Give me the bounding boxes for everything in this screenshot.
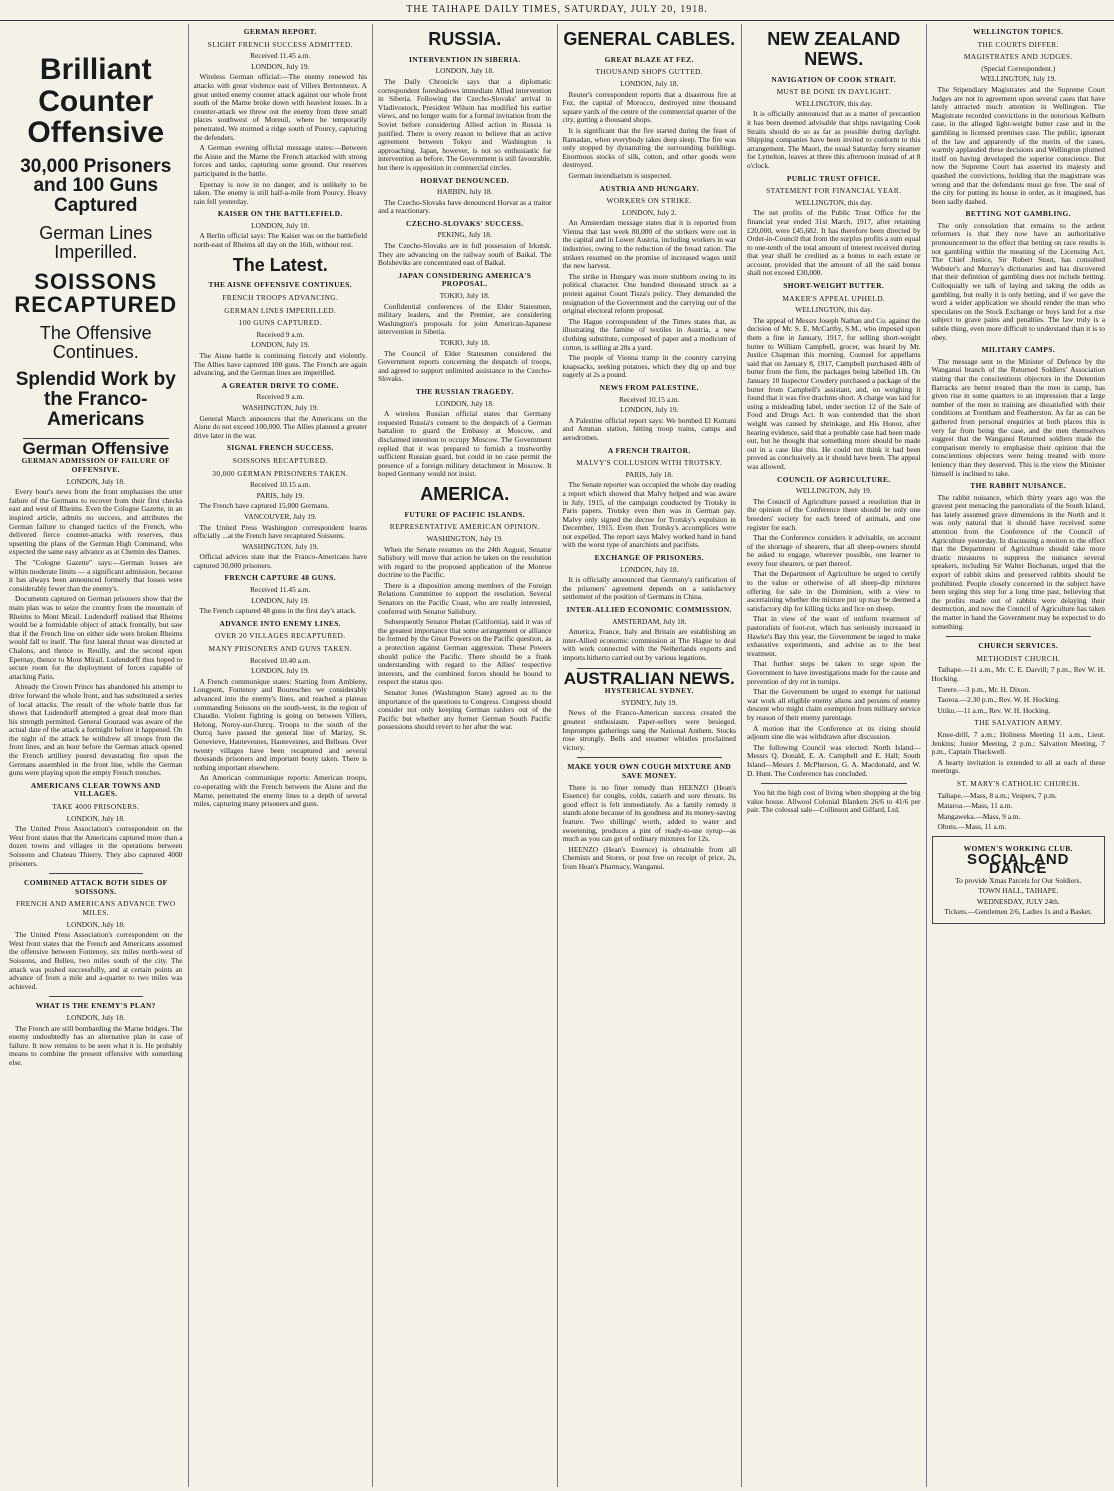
received-time: Received 10.15 a.m.	[249, 480, 311, 490]
column-3	[373, 24, 558, 1487]
dateline: LONDON, July 19.	[620, 405, 679, 415]
dateline: PEKING, July 18.	[437, 230, 492, 240]
headline-lines: German Lines Imperilled.	[39, 223, 153, 263]
dateline: LONDON, July 19.	[251, 340, 310, 350]
paragraph: The Czecho-Slovaks have denounced Horvat as a traitor and a reactionary.	[378, 197, 552, 216]
headline-franco-americans: Splendid Work by the Franco-Americans	[15, 369, 176, 430]
advert-line: Tickets.—Gentlemen 2/6, Ladies 1s and a Basket.	[944, 907, 1093, 917]
paragraph: The Council of Agriculture passed a resolution that in the opinion of the Conference there should be only one breeders' society for each breed of animals, and one register for each.	[747, 496, 921, 532]
subheading: FUTURE OF PACIFIC ISLANDS.	[404, 509, 525, 519]
subheading: GERMAN ADMISSION OF FAILURE OF OFFENSIVE.	[21, 456, 170, 475]
paragraph: A German evening official message states:—Between the Aisne and the Marne the French attacked with strong forces and tanks, capturing some ground. Our reserves participated in the battle.	[193, 143, 367, 178]
section-title: German Offensive	[22, 438, 169, 458]
paragraph: Taoroa.—2.30 p.m., Rev. W. H. Hocking.	[937, 695, 1061, 705]
dateline: LONDON, July 18.	[66, 1012, 125, 1022]
advert-heading: MAKE YOUR OWN COUGH MIXTURE AND SAVE MONEY.	[567, 762, 732, 780]
subheading: METHODIST CHURCH.	[976, 653, 1061, 663]
paragraph: The French captured 48 guns in the first day's attack.	[199, 606, 356, 616]
paragraph: News of the Franco-American success created the greatest enthusiasm. Paper-sellers were besieged. Impromptu gatherings sang the National Anthem. Stocks rose strongly. Bells and steamer whistles proclaimed victory.	[562, 708, 736, 752]
paragraph: Taihape.—Mass, 8 a.m.; Vespers, 7 p.m.	[937, 790, 1057, 800]
section-title: AUSTRALIAN NEWS.	[563, 668, 735, 688]
subheading: BETTING NOT GAMBLING.	[965, 209, 1071, 219]
subheading: COUNCIL OF AGRICULTURE.	[776, 474, 891, 484]
subheading: ST. MARY'S CATHOLIC CHURCH.	[956, 778, 1080, 788]
paragraph: Ohutu.—Mass, 11 a.m.	[937, 822, 1007, 832]
subheading: STATEMENT FOR FINANCIAL YEAR.	[766, 186, 902, 196]
paragraph: It is officially announced that Germany's ratification of the prisoners' agreement depends on a satisfactory settlement of the position of Germans in China.	[562, 575, 736, 602]
paragraph: Documents captured on German prisoners show that the main plan was to seize the country from the mountain of Rheims to Mont Mirail. Ludendorff realised that Rheims would be a formidable object of attack frontally, but saw that if the French line on either side were broken Rheims would fall to itself. The first lateral thrust was directed at Chalons, and thence to Reuilly, and the second upon Epernay, thence to Mont Mirail. Ludendorff thus hoped to secure room for the deployment of forces capable of attacking Paris.	[9, 594, 183, 681]
headline-continues: The Offensive Continues.	[39, 323, 152, 363]
dateline: LONDON, July 18.	[251, 220, 310, 230]
paragraph: That in view of the want of uniform treatment of pastoralists of foot-rot, which has seriously increased in Hawke's Bay this year, the Government be urged to make exhaustive experiments, and advise as to the best treatment.	[747, 614, 921, 658]
paragraph: There is a disposition among members of the Foreign Relations Committee to support the resolution. Several Senators on the Pacific Coast, who are really interested, conferred with Senator Salisbury.	[378, 580, 552, 616]
masthead: THE TAIHAPE DAILY TIMES, SATURDAY, JULY 20, 1918.	[0, 0, 1114, 21]
paragraph: It is significant that the fire started during the feast of Ramadan, when everybody takes deep sleep. The fire was only stopped by dynamiting the surrounding buildings. Enormous stocks of silk, cotton, and other goods were destroyed.	[562, 125, 736, 170]
paragraph: The net profits of the Public Trust Office for the financial year ended 31st March, 1917, after retaining £20,000, were £45,682. It has therefore been directed by Order-in-Council that from the surplus profits a sum equal to one-tenth of the total amount of interest received during that year shall be credited as a bonus to each estate or account, provided that the amount of all the said bonus shall not exceed £30,000.	[747, 208, 921, 278]
subheading: REPRESENTATIVE AMERICAN OPINION.	[389, 522, 540, 532]
subheading: EXCHANGE OF PRISONERS.	[594, 553, 704, 563]
advert-headline: SOCIAL AND DANCE	[966, 851, 1070, 878]
subheading: MILITARY CAMPS.	[981, 345, 1055, 355]
advert-line: TOWN HALL, TAIHAPE.	[978, 886, 1059, 896]
paragraph: Already the Crown Prince has abandoned his attempt to drive forward the whole front, and has substituted a series of local attacks. The result of the whole battle thus far shows that Ludendorff attempted a great deal more than his strength permitted. General Gouraud was aware of the actual date of the attack a fortnight before it happened. On the night of the attack he withdrew all troops from the front lines, and an hour before the German attack opened the French artillery poured devastating fire upon the Germans assembled in the front line, while the German guns were playing upon the empty French trenches.	[9, 682, 183, 778]
dateline: LONDON, July 18.	[620, 78, 679, 88]
column-2	[189, 24, 374, 1487]
subheading: NEWS FROM PALESTINE.	[599, 382, 699, 392]
subheading: WORKERS ON STRIKE.	[606, 196, 692, 206]
dateline: LONDON, July 2.	[621, 207, 677, 217]
dateline: WELLINGTON, July 19.	[980, 74, 1057, 84]
dateline: TOKIO, July 18.	[439, 291, 490, 301]
paragraph: German incendiarism is suspected.	[568, 170, 672, 180]
paragraph: Epernay is now in no danger, and is unlikely to be taken. The enemy is still half-a-mile from Pourcy. Heavy rain fell yesterday.	[193, 179, 367, 206]
paragraph: America, France, Italy and Britain are establishing an inter-Allied economic commission at The Hague to deal with work connected with the Netherlands exports and imports hitherto carried out by various legations.	[562, 627, 736, 663]
dateline: WASHINGTON, July 19.	[242, 402, 319, 412]
paragraph: The United Press Association's correspondent on the West front states that the Americans captured more than a dozen towns and villages in the operations between Soissons and Chateau Thierry. They also captured 4000 prisoners.	[9, 824, 183, 868]
subheading: INTERVENTION IN SIBERIA.	[409, 54, 521, 64]
subheading: ADVANCE INTO ENEMY LINES.	[219, 618, 342, 628]
paragraph: Official advices state that the Franco-Americans have captured 30,000 prisoners.	[193, 552, 367, 570]
section-title: NEW ZEALAND NEWS.	[767, 29, 901, 69]
subheading: 30,000 GERMAN PRISONERS TAKEN.	[212, 468, 349, 478]
dateline: LONDON, July 18.	[66, 813, 125, 823]
headline-soissons: SOISSONS RECAPTURED	[14, 269, 178, 318]
paragraph: That the Conference considers it advisable, on account of the shortage of shearers, that all sheep-owners should be asked to engage, wherever possible, one learner to every four shearers, or part thereof.	[747, 533, 921, 568]
subheading: A FRENCH TRAITOR.	[607, 445, 691, 455]
dateline: SYDNEY, July 19.	[621, 697, 678, 707]
paragraph: A motion that the Conference at its rising should adjourn sine die was withdrawn after discussion.	[747, 723, 921, 742]
paragraph: The Daily Chronicle says that a diplomatic correspondent foreshadows immediate Allied intervention in Siberia. Following the Czecho-Slovaks' arrival in Vladivostock, President Wilson has modified his earlier views, and no longer waits for a formal invitation from the Soviet before considering Allied action in Russia is justified. There is every reason to believe that an active agreement between Tokyo and Washington is approaching. Japan, however, is not so enthusiastic for intervention as before. The Government is still favourable, but there is opposition in commercial circles.	[378, 76, 552, 172]
subheading: OVER 20 VILLAGES RECAPTURED.	[214, 631, 346, 641]
section-title: AMERICA.	[420, 483, 510, 504]
subheading: WHAT IS THE ENEMY'S PLAN?	[35, 1001, 156, 1011]
paragraph: The Council of Elder Statesmen considered the Government reports concerning the despatch of troops, and agreed to support unlimited assistance to the Czecho-Slovaks.	[378, 348, 552, 384]
subheading: SLIGHT FRENCH SUCCESS ADMITTED.	[207, 39, 353, 49]
subheading: KAISER ON THE BATTLEFIELD.	[217, 209, 343, 219]
paragraph: The people of Vienna tramp in the country carrying knapsacks, seeking potatoes, which they dig up and buy eagerly at 2s a pound.	[562, 353, 736, 380]
paragraph: The only consolation that remains to the ardent reformers is that they now have an authoritative pronouncement to the effect that betting on race results is not gambling within the meaning of the Licensing Act. The Chief Justice, Sir Robert Stout, has consulted Webster's and Murray's dictionaries and has discovered that their definition of gambling does not include betting. Colloquially we talk of laying and taking the odds as gambling, but really it is only betting, and if we gave the word a wider application we should render the man who speculates on the Stock Exchange or buys land for a rise subject to grave pains and penalties. The law truly is a subtle thing, even more difficult to understand than it is to obey.	[931, 220, 1105, 342]
subheading: SIGNAL FRENCH SUCCESS.	[226, 443, 334, 453]
headline-prisoners: 30,000 Prisoners and 100 Guns Captured	[20, 155, 172, 217]
subheading: SOISSONS RECAPTURED.	[232, 455, 328, 465]
subheading: INTER-ALLIED ECONOMIC COMMISSION.	[566, 605, 732, 615]
paragraph: Confidential conferences of the Elder Statesmen, military leaders, and the Premier, are considering Washington's proposals for joint American-Japanese intervention in Siberia.	[378, 301, 552, 337]
subheading: THE COURTS DIFFER.	[977, 39, 1059, 49]
paragraph: An Amsterdam message states that it is reported from Vienna that last week 80,000 of the strikers were out in the capital and in Lower Austria, including workers in war industries, owing to the reduction of the bread ration. The strikers resumed on the promise of increased wages until the new harvest.	[562, 218, 736, 271]
dateline: WASHINGTON, July 19.	[426, 533, 503, 543]
paragraph: The message sent to the Minister of Defence by the Wanganui branch of the Returned Soldiers' Association stating that the conscientious objectors in the Detention Barracks are better treated than the men in camp, has given rise in some quarters to an impression that a large number of the men in training are dissatisfied with their conditions at Trentham and Featherston. As far as can be gathered from personal enquiries at both places this is very far from being the case, and the men themselves suggest that the Wanganui Returned soldiers made the comparison merely to emphasise their opinion that the conscientious objectors were being treated with more leniency than they deserved. This is the view the Minister himself is inclined to take.	[931, 356, 1105, 478]
paragraph: The French are still bombarding the Marne bridges. The enemy undoubtedly has an alternative plan in case of failure. It now remains to be seen what it is. He probably means to combine the present offensive with something else.	[9, 1023, 183, 1067]
subheading: JAPAN CONSIDERING AMERICA'S PROPOSAL.	[398, 270, 532, 289]
column-1	[4, 24, 189, 1487]
subheading: THOUSAND SHOPS GUTTED.	[595, 67, 704, 77]
paragraph: Wireless German official:—The enemy renewed his attacks with great violence east of Villers Bretonneux. A great united enemy counter attack against our whole front south of the Marne broke down with heaviest losses. In a counter-attack we threw out the enemy from three small places southwest of Moreuil, where he temporarily penetrated. We stormed a ridge south of Pourcy, capturing the defenders.	[193, 72, 367, 142]
paragraph: The Stipendiary Magistrates and the Supreme Court Judges are not in agreement upon several cases that have lately attracted much attention in Wellington. The Magistrate recorded convictions in the notorious Kelburn case, in the alleged light-weight butter case and in the gambling in licensed premises case. The public, ignorant of the law and apparently of the merits of the cases, warmly applauded these decisions and Wellington plumed itself on having developed the superior conscience. But now the Supreme Court has asserted its majesty and quashed the convictions, holding that the magistrate was wrong and that the defendants must go free. The seal of the city for putting its house in order, as it imagined, has been sadly dashed.	[931, 84, 1105, 206]
paragraph: A French communique states: Starting from Ambleny, Longpont, Fontenoy and Bouresches we considerably advanced into the enemy's lines, and reached a plateau commanding Soissons on the south-west, in the region of Chaudin. Violent fighting is going on between Villers, Helong, Noroy-sur-Ourcq. Troops to the south of the Ourcq have passed the general line of Marizy, St. Genevieve, Hautevesnes, Hautevesnes, and Belleau. Over twenty villages have been recaptured and several thousands prisoners and important booty taken. There is nothing important elsewhere.	[193, 676, 367, 772]
paragraph: It is officially announced that as a matter of precaution it has been deemed advisable that ships navigating Cook Straits should do so as far as possible during daylight. Shipping companies have been invited to conform to this arrangement. The Maori, the usual Saturday ferry steamer for Lyttelton, leaves at three this afternoon instead of at 8 o'clock.	[747, 109, 921, 170]
paragraph: A wireless Russian official states that Germany requested Russia's consent to the despatch of a German battalion to guard the Embassy at Moscow, and disclaimed intention to occupy Moscow. The Government replied that it was prepared to furnish a trustworthy sufficient Russian guard, but could in no case permit the presence of a foreign military detachment in Moscow. It hoped Germany would not insist.	[378, 409, 552, 479]
paragraph: The United Press Association's correspondent on the West front states that the French and Americans assumed the offensive between Fontenoy, six miles north-west of Soissons, and Belleu, two miles south of the city. The attack was pushed successfully, and at certain points an advance of from a mile and a-quarter to two miles was achieved.	[9, 930, 183, 991]
subheading: AUSTRIA AND HUNGARY.	[599, 183, 699, 193]
section-title: RUSSIA.	[428, 29, 502, 49]
subheading: FRENCH CAPTURE 48 GUNS.	[224, 573, 336, 583]
subheading: THE RUSSIAN TRAGEDY.	[415, 386, 514, 396]
divider	[946, 636, 1092, 637]
subheading: NAVIGATION OF COOK STRAIT.	[771, 74, 897, 84]
subheading: THE RABBIT NUISANCE.	[970, 481, 1067, 491]
dateline: WELLINGTON, this day.	[795, 197, 873, 207]
dateline: LONDON, July 19.	[251, 595, 310, 605]
dateline: TOKIO, July 18.	[439, 338, 490, 348]
paragraph: The Senate reporter was occupied the whole day reading a report which showed that Malvy helped and was aware in July, 1915, of the campaign conducted by Trotsky in Paris papers. Trotsky even then was in German pay. Malvy only signed the decree for Trotsky's expulsion in December, 1915. Even then Trotsky's accomplices were not expelled. The report says Malvy worked hand in hand with the worst type of anarchists and pacifists.	[562, 480, 736, 550]
subheading: GREAT BLAZE AT FEZ.	[604, 54, 694, 64]
divider	[761, 783, 907, 784]
received-time: Received 10.40 a.m.	[249, 655, 311, 665]
subheading: MAGISTRATES AND JUDGES.	[963, 52, 1073, 62]
paragraph: The Aisne battle is continuing fiercely and violently. The Allies have captured 100 guns. The French are again advancing, and the German lines are imperilled.	[193, 351, 367, 378]
paragraph: Subsequently Senator Phelan (California), said it was of the greatest importance that some arrangement or alliance be formed by the Great Powers on the Pacific question, as a protection against German aggression. These Powers should police the Pacific. There should be a frank understanding with regard to the Allies' respective interests, and the combined forces should be bound to respect the status quo.	[378, 617, 552, 687]
paragraph: The following Council was elected: North Island—Messrs Q. Donald, E. A. Campbell and E. Hall; South Island—Messrs J. McPherson, G. A. Macdonald, and W. D. Hunt. The Conference has concluded.	[747, 742, 921, 778]
paragraph: The French have captured 15,000 Germans.	[199, 501, 329, 511]
subheading: GERMAN REPORT.	[243, 27, 317, 36]
paragraph: Utiku.—11 a.m., Rev. W. H. Hocking.	[937, 705, 1051, 715]
subheading: MAKER'S APPEAL UPHELD.	[782, 293, 886, 303]
section-title: WELLINGTON TOPICS.	[973, 27, 1064, 36]
received-time: Received 9 a.m.	[256, 329, 305, 339]
received-time: Received 10.15 a.m.	[618, 394, 680, 404]
paragraph: Reuter's correspondent reports that a disastrous fire at Fez, the capital of Morocco, destroyed nine thousand square yards of the centre of the commercial quarter of the city, gutting a thousand shops.	[562, 89, 736, 125]
byline: (Special Correspondent.)	[981, 63, 1056, 73]
advert-title: WOMEN'S WORKING CLUB.	[963, 843, 1073, 853]
paragraph: Taihape.—11 a.m., Mr. C. E. Darvill; 7 p.m., Rev W. H. Hocking.	[931, 665, 1105, 683]
columns	[4, 24, 1110, 1487]
column-6	[927, 24, 1111, 1487]
dateline: LONDON, July 18.	[66, 476, 125, 486]
received-time: Received 11.45 a.m.	[250, 51, 311, 61]
paragraph: Knee-drill, 7 a.m.; Holiness Meeting 11 a.m., Lieut. Jenkins; Junior Meeting, 2 p.m.; Salvation Meeting, 7 p.m., Captain Thackwell.	[931, 729, 1105, 757]
dateline: HARBIN, July 18.	[437, 187, 493, 197]
divider	[49, 873, 143, 874]
dateline: WASHINGTON, July 19.	[242, 541, 319, 551]
subheading: THE SALVATION ARMY.	[974, 718, 1063, 728]
section-title: The Latest.	[232, 254, 328, 275]
dateline: WELLINGTON, July 19.	[795, 486, 872, 496]
dateline: LONDON, July 19.	[251, 61, 310, 71]
subheading: FRENCH AND AMERICANS ADVANCE TWO MILES.	[15, 899, 176, 917]
advert-line: WEDNESDAY, JULY 24th.	[976, 896, 1060, 906]
dateline: LONDON, July 19.	[251, 666, 310, 676]
subheading: CZECHO-SLOVAKS' SUCCESS.	[406, 218, 524, 228]
subheading: FRENCH TROOPS ADVANCING.	[222, 293, 339, 303]
section-title: GENERAL CABLES.	[563, 29, 736, 49]
paragraph: Mataroa.—Mass, 11 a.m.	[937, 801, 1013, 811]
advert-line: To provide Xmas Parcels for Our Soldiers.	[955, 875, 1082, 885]
dateline: PARIS, July 18.	[625, 469, 673, 479]
subheading: TAKE 4000 PRISONERS.	[52, 802, 140, 812]
dateline: LONDON, July 18.	[620, 564, 679, 574]
headline-main: Brilliant Counter Offensive	[27, 53, 165, 149]
paragraph: The Czecho-Slovaks are in full possession of Irkutsk. They are advancing on the railway south of Baikal. The Bolsheviks are concentrated east of Baikal.	[378, 241, 552, 268]
advert-box	[932, 836, 1106, 924]
paragraph: The rabbit nuisance, which thirty years ago was the gravest pest menacing the pastoralists of the South Island, has lately assumed grave dimensions in the North and it was only natural that it should have received some attention from the Conference of the Council of Agriculture yesterday. In discussing a motion to the effect that the Department of Agriculture should take more drastic measures to suppress the nuisance several speakers, including Sir Walter Buchanan, urged that the export of rabbit skins and preserved rabbits should be prohibited. People closely concerned in the subject have been urging this step for a long time past, believing that the profits made out of rabbits were delaying their destruction, and now the Council of Agriculture has taken the matter in hand the Government may be expected to do something.	[931, 492, 1105, 631]
paragraph: Mangaweka.—Mass, 9 a.m.	[937, 811, 1021, 821]
subheading: MANY PRISONERS AND GUNS TAKEN.	[208, 644, 352, 654]
paragraph: The United Press Washington correspondent learns officially ...at the French have recaptured Soissons.	[193, 522, 367, 541]
paragraph: The strike in Hungary was more stubborn owing to its political character. One hundred thousand struck as a protest against Count Tisza's policy. They demanded the resignation of the Government and the carrying out of the original electoral reform proposal.	[562, 271, 736, 316]
received-time: Received 11.45 a.m.	[250, 585, 311, 595]
dateline: WELLINGTON, this day.	[795, 98, 873, 108]
subheading: COMBINED ATTACK BOTH SIDES OF SOISSONS.	[23, 878, 168, 896]
column-5	[742, 24, 927, 1487]
dateline: WELLINGTON, this day.	[795, 305, 873, 315]
divider	[49, 996, 143, 997]
paragraph: Torere.—3 p.m., Mr. H. Dixon.	[937, 684, 1030, 694]
subheading: MUST BE DONE IN DAYLIGHT.	[776, 87, 891, 97]
paragraph: Every hour's news from the front emphasises the utter failure of the Germans to recover from their first checks east and west of Rheims. Even the Cologne Gazette, in an inspired article, admits no success, and attributes the German failure to changed tactics of the French, who delivered fierce counter-attacks with reserves, thus upsetting the plans of the German High Command, who expected the same easy advance as at Chemin des Dames.	[9, 487, 183, 557]
paragraph: That the Government be urged to exempt for national war work all eligible enemy aliens and persons of enemy descent who might claim exemption from military service by reason of their enemy parentage.	[747, 687, 921, 722]
paragraph: There is no finer remedy than HEENZO (Hean's Essence) for coughs, colds, catarrh and sore throats. Its good effect is felt immediately. As a family remedy it stands alone because of its goodness and its money-saving feature. Two shillings' worth, added to water and sweetening, produces a pint of ready-to-use syrup—as much as you can get of ordinary mixtures for 12s.	[562, 782, 736, 844]
subheading: AMERICANS CLEAR TOWNS AND VILLAGES.	[30, 780, 161, 799]
dateline: LONDON, July 18.	[435, 66, 494, 76]
paragraph: The appeal of Messrs Joseph Nathan and Co. against the decision of Mr. S. E. McCarthy, S.M., who imposed upon them a fine in January, 1917, for selling short-weight butter to William Campbell, grocer, was heard by Mr. Justice Chapman this morning. Counsel for appellants said that on January 8, 1917, Campbell purchased 48lb of butter from the firm, the packages being labelled 1lb. On January 10 Inspector Cowdery purchased a package of the butter from Campbell's assistant, and, on weighing it found that it was five drachms short. A charge was laid for using a misleading label, under section 12 of the Sale of Food and Drugs Act. It was contended that the short weight was caused by shrinkage, and His Honor, after hearing evidence, said that a probable case had been made out, but he thought that something more should be made out in a case like this. He could not think it had been proved as conclusively as it should have been. The appeal was allowed.	[747, 315, 921, 471]
subheading: HORVAT DENOUNCED.	[420, 175, 510, 185]
paragraph: General March announces that the Americans on the Aisne do not exceed 100,000. The Allies planned a greater drive later in the war.	[193, 413, 367, 440]
divider	[577, 757, 723, 758]
paragraph: HEENZO (Hean's Essence) is obtainable from all Chemists and Stores, or post free on receipt of price, 2s, from Hean's Pharmacy, Wanganui.	[562, 844, 736, 871]
subheading: THE AISNE OFFENSIVE CONTINUES.	[208, 280, 352, 290]
subheading: GERMAN LINES IMPERILLED.	[224, 305, 337, 315]
dateline: AMSTERDAM, July 18.	[612, 616, 687, 626]
column-4	[558, 24, 743, 1487]
subheading: HYSTERICAL SYDNEY.	[604, 686, 694, 696]
subheading: PUBLIC TRUST OFFICE.	[786, 173, 881, 183]
paragraph: The "Cologne Gazette" says:—German losses are within moderate limits — a significant admission, because it has always been announced formerly that losses were considerably fewer than the enemy's.	[9, 558, 183, 593]
paragraph: A hearty invitation is extended to all at each of these meetings.	[931, 757, 1105, 776]
paragraph: An American communique reports: American troops, co-operating with the French between the Aisne and the Marne, penetrated the enemy lines to a depth of several miles, capturing many prisoners and guns.	[193, 773, 367, 809]
advert-paragraph: You hit the high cost of living when shopping at the big value house. Allwool Colonial Blankets 26/6 to 41/6 per pair. The colossal sale—Collinson and Gilfard, Ltd.	[747, 788, 921, 815]
subheading: A GREATER DRIVE TO COME.	[221, 380, 339, 390]
received-time: Received 9 a.m.	[256, 392, 305, 402]
section-title: CHURCH SERVICES.	[978, 641, 1059, 651]
subheading: 100 GUNS CAPTURED.	[238, 318, 322, 328]
dateline: LONDON, July 18.	[66, 919, 125, 929]
dateline: LONDON, July 18.	[435, 398, 494, 408]
paragraph: When the Senate resumes on the 24th August, Senator Salisbury will move that action be taken on the resolution with regard to the proposed application of the Monroe doctrine to the Pacific.	[378, 544, 552, 580]
paragraph: The Hague correspondent of the Times states that, as illustrating the famine of textiles in Austria, a new clothing substitute, composed of paper and a modicum of cotton, is selling at 28s a yard.	[562, 316, 736, 352]
dateline: VANCOUVER, July 19.	[243, 511, 317, 521]
paragraph: That the Department of Agriculture be urged to certify to the value or otherwise of all sheep-dip mixtures offering for sale in the Dominion, with a view to ascertaining whether the mixture put up may be deemed a satisfactory dip for killing ticks and lice on sheep.	[747, 569, 921, 613]
paragraph: That further steps be taken to urge upon the Government to have investigations made for the cause and prevention of dry rot in turnips.	[747, 659, 921, 686]
paragraph: A Berlin official says: The Kaiser was on the battlefield north-east of Rheims all day on the 16th, without rest.	[193, 231, 367, 250]
paragraph: Senator Jones (Washington State) agreed as to the importance of the questions to Congress. Congress should consider not only keeping German raiders out of the Pacific but whether any former German South Pacific possessions should revert to her after the war.	[378, 688, 552, 732]
subheading: MALVY'S COLLUSION WITH TROTSKY.	[576, 458, 723, 468]
paragraph: A Palestine official report says: We bombed El Kutrani and Amman station, hitting troop trains, camps and aerodromes.	[562, 415, 736, 442]
dateline: PARIS, July 19.	[256, 490, 304, 500]
subheading: SHORT-WEIGHT BUTTER.	[783, 281, 885, 291]
